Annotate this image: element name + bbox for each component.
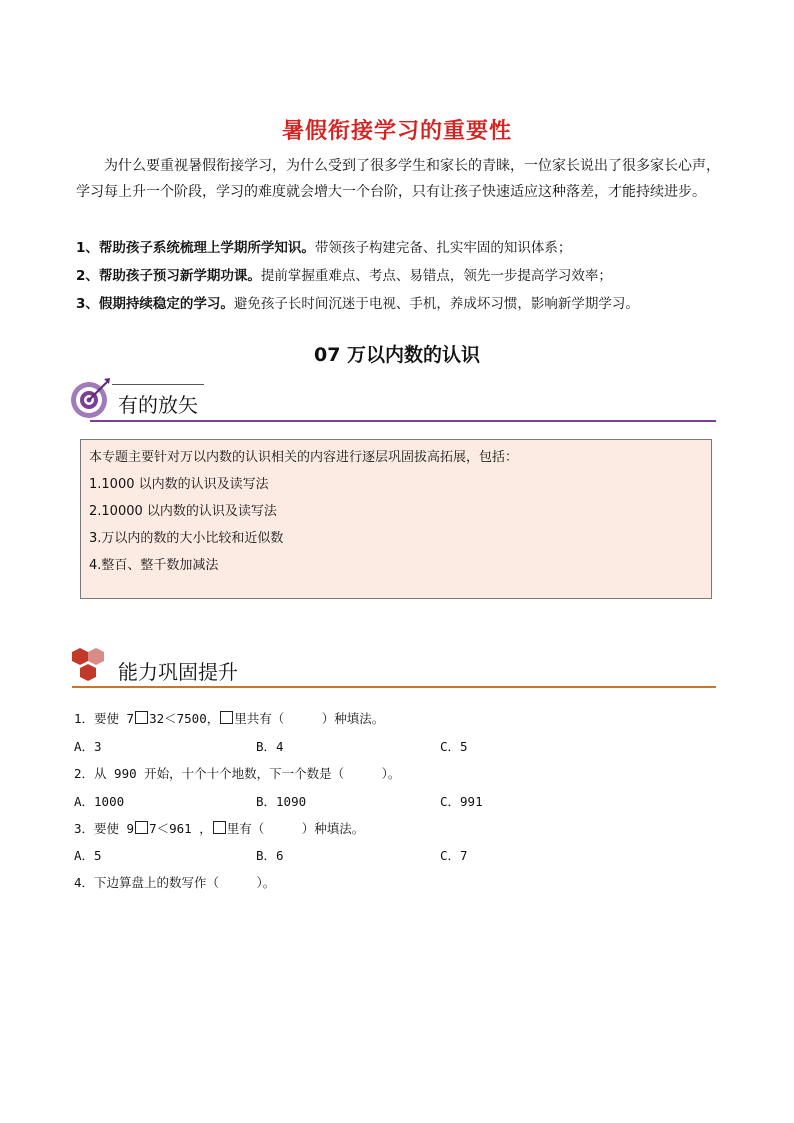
question-1-part: 1．要使 7 bbox=[74, 711, 135, 726]
option-b: B．6 bbox=[256, 848, 284, 863]
target-icon bbox=[68, 376, 114, 422]
hexagon-cluster-icon bbox=[68, 646, 116, 688]
question-1 bbox=[74, 709, 384, 727]
option-c: C．7 bbox=[440, 848, 468, 863]
option-c: C．991 bbox=[440, 794, 483, 809]
question-2: 2．从 990 开始，十个十个地数，下一个数是（ ）。 bbox=[74, 766, 401, 781]
option-b: B．4 bbox=[256, 739, 284, 754]
section-rule bbox=[72, 686, 716, 688]
point-3-text: 避免孩子长时间沉迷于电视、手机，养成坏习惯，影响新学期学习。 bbox=[233, 296, 639, 312]
intro-paragraph: 为什么要重视暑假衔接学习，为什么受到了很多学生和家长的青睐，一位家长说出了很多家长心声，学习每上升一个阶段，学习的难度就会增大一个台阶，只有让孩子快速适应这种落差，才能持续进步。 bbox=[76, 158, 720, 200]
summary-item: 1.1000 以内数的认识及读写法 bbox=[89, 477, 269, 492]
blank-box bbox=[135, 821, 148, 834]
question-1-part: 里共有（ ）种填法。 bbox=[234, 711, 385, 726]
question-1-part: 32＜7500， bbox=[149, 711, 220, 726]
blank-box bbox=[135, 711, 148, 724]
point-3-bold: 3、假期持续稳定的学习。 bbox=[76, 296, 234, 312]
point-1-text: 带领孩子构建完备、扎实牢固的知识体系； bbox=[314, 240, 572, 256]
chapter-title: 07 万以内数的认识 bbox=[313, 344, 481, 366]
option-a: A．3 bbox=[74, 739, 102, 754]
point-1 bbox=[76, 238, 726, 258]
section-label: 能力巩固提升 bbox=[118, 660, 238, 684]
point-2-bold: 2、帮助孩子预习新学期功课。 bbox=[76, 268, 261, 284]
option-c: C．5 bbox=[440, 739, 468, 754]
page-title: 暑假衔接学习的重要性 bbox=[281, 119, 512, 144]
question-3-part: 7＜961 ， bbox=[149, 821, 212, 836]
blank-box bbox=[220, 711, 233, 724]
point-2 bbox=[76, 266, 726, 286]
section-header-objectives bbox=[68, 376, 716, 426]
section-header-practice bbox=[68, 642, 716, 692]
section-label: 有的放矢 bbox=[118, 393, 198, 417]
section-label-overline bbox=[112, 384, 204, 385]
summary-box bbox=[80, 439, 712, 599]
blank-box bbox=[213, 821, 226, 834]
summary-item: 3.万以内的数的大小比较和近似数 bbox=[89, 531, 284, 546]
summary-item: 2.10000 以内数的认识及读写法 bbox=[89, 504, 277, 519]
option-a: A．1000 bbox=[74, 794, 125, 809]
summary-intro: 本专题主要针对万以内数的认识相关的内容进行逐层巩固拔高拓展，包括： bbox=[89, 450, 519, 465]
summary-item: 4.整百、整千数加减法 bbox=[89, 558, 219, 573]
point-1-bold: 1、帮助孩子系统梳理上学期所学知识。 bbox=[76, 240, 315, 256]
option-b: B．1090 bbox=[256, 794, 307, 809]
point-2-text: 提前掌握重难点、考点、易错点，领先一步提高学习效率； bbox=[260, 268, 612, 284]
question-3 bbox=[74, 819, 364, 837]
question-3-part: 3．要使 9 bbox=[74, 821, 135, 836]
question-3-part: 里有（ ）种填法。 bbox=[226, 821, 365, 836]
option-a: A．5 bbox=[74, 848, 102, 863]
question-4: 4．下边算盘上的数写作（ ）。 bbox=[74, 875, 276, 890]
point-3 bbox=[76, 294, 726, 314]
section-rule bbox=[90, 420, 716, 422]
